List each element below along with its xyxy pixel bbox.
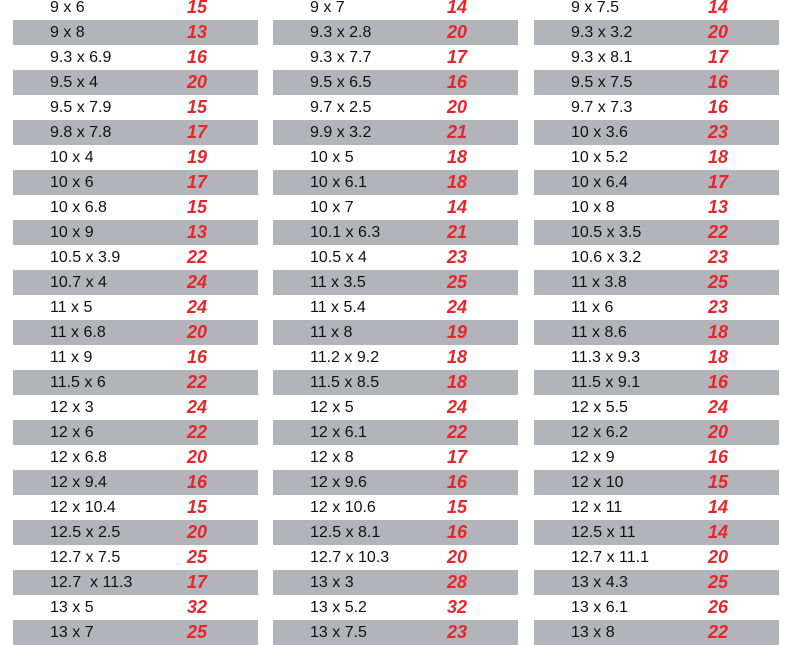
table-row <box>273 170 518 195</box>
size-label: 13 x 8 <box>571 624 615 641</box>
table-row <box>534 45 779 70</box>
size-label: 12.7 x 10.3 <box>310 549 390 566</box>
value-label: 14 <box>708 497 729 517</box>
size-label: 9.8 x 7.8 <box>50 124 112 141</box>
table-column-2 <box>273 0 518 645</box>
size-label: 12.5 x 8.1 <box>310 524 381 541</box>
value-label: 24 <box>447 397 468 417</box>
table-row <box>534 570 779 595</box>
table-row <box>534 395 779 420</box>
value-label: 20 <box>187 322 208 342</box>
size-label: 12 x 3 <box>50 399 94 416</box>
value-label: 13 <box>708 197 729 217</box>
value-label: 16 <box>708 372 729 392</box>
size-label: 12.5 x 2.5 <box>50 524 121 541</box>
value-label: 17 <box>708 172 729 192</box>
value-label: 23 <box>447 247 468 267</box>
size-label: 13 x 7.5 <box>310 624 367 641</box>
value-label: 20 <box>708 547 729 567</box>
size-label: 10 x 5.2 <box>571 149 628 166</box>
value-label: 23 <box>708 247 729 267</box>
value-label: 24 <box>187 272 208 292</box>
size-label: 10 x 5 <box>310 149 354 166</box>
size-label: 12 x 5 <box>310 399 354 416</box>
table-row <box>534 470 779 495</box>
size-label: 10 x 6.4 <box>571 174 628 191</box>
size-label: 9.5 x 6.5 <box>310 74 372 91</box>
size-label: 11.3 x 9.3 <box>571 349 641 366</box>
table-row <box>273 545 518 570</box>
size-label: 13 x 5 <box>50 599 94 616</box>
value-label: 32 <box>447 597 468 617</box>
size-label: 10 x 7 <box>310 199 354 216</box>
value-label: 18 <box>447 372 468 392</box>
size-label: 9.3 x 7.7 <box>310 49 372 66</box>
table-row <box>534 420 779 445</box>
table-row <box>534 495 779 520</box>
table-row <box>13 0 258 20</box>
table-row <box>273 595 518 620</box>
table-row <box>273 195 518 220</box>
value-label: 32 <box>187 597 208 617</box>
table-row <box>273 20 518 45</box>
size-label: 9 x 6 <box>50 0 85 16</box>
value-label: 26 <box>708 597 729 617</box>
value-label: 20 <box>447 547 468 567</box>
value-label: 16 <box>708 447 729 467</box>
size-label: 12 x 8 <box>310 449 354 466</box>
size-label: 9.5 x 7.5 <box>571 74 633 91</box>
table-row <box>13 245 258 270</box>
size-label: 9 x 7.5 <box>571 0 620 16</box>
size-label: 12 x 11 <box>571 499 623 516</box>
size-label: 10.5 x 3.9 <box>50 249 121 266</box>
size-label: 12.5 x 11 <box>571 524 636 541</box>
value-label: 14 <box>447 197 468 217</box>
table-row <box>534 245 779 270</box>
size-label: 12.7 x 11.3 <box>50 574 133 591</box>
size-label: 10.6 x 3.2 <box>571 249 642 266</box>
value-label: 14 <box>708 0 729 17</box>
size-label: 12 x 5.5 <box>571 399 628 416</box>
size-label: 10.7 x 4 <box>50 274 107 291</box>
size-label: 10 x 4 <box>50 149 94 166</box>
value-label: 25 <box>447 272 468 292</box>
size-label: 13 x 6.1 <box>571 599 628 616</box>
value-label: 28 <box>447 572 468 592</box>
size-label: 10 x 6.1 <box>310 174 367 191</box>
table-row <box>13 45 258 70</box>
size-label: 12 x 9 <box>571 449 615 466</box>
table-row <box>13 170 258 195</box>
size-label: 11.2 x 9.2 <box>310 349 380 366</box>
value-label: 18 <box>708 322 729 342</box>
table-row <box>273 420 518 445</box>
value-label: 23 <box>708 122 729 142</box>
table-row <box>13 595 258 620</box>
table-row <box>273 470 518 495</box>
size-label: 9.3 x 8.1 <box>571 49 633 66</box>
size-label: 12 x 6.1 <box>310 424 367 441</box>
table-row <box>534 270 779 295</box>
size-label: 12 x 10.4 <box>50 499 116 516</box>
size-label: 9.5 x 7.9 <box>50 99 112 116</box>
value-label: 25 <box>187 547 208 567</box>
table-row <box>273 445 518 470</box>
size-label: 10.1 x 6.3 <box>310 224 381 241</box>
size-label: 11 x 9 <box>50 349 93 366</box>
table-row <box>13 520 258 545</box>
table-row <box>534 320 779 345</box>
size-label: 9.9 x 3.2 <box>310 124 372 141</box>
size-label: 12 x 10.6 <box>310 499 376 516</box>
size-label: 10 x 8 <box>571 199 615 216</box>
table-row <box>534 620 779 645</box>
size-label: 11.5 x 6 <box>50 374 106 391</box>
table-row <box>273 295 518 320</box>
size-label: 9.5 x 4 <box>50 74 99 91</box>
value-label: 23 <box>708 297 729 317</box>
table-row <box>13 345 258 370</box>
value-label: 20 <box>708 422 729 442</box>
value-label: 15 <box>187 497 208 517</box>
size-label: 12 x 9.4 <box>50 474 107 491</box>
value-label: 19 <box>187 147 208 167</box>
value-label: 13 <box>187 22 208 42</box>
size-label: 10 x 9 <box>50 224 94 241</box>
value-label: 20 <box>708 22 729 42</box>
table-row <box>273 0 518 20</box>
value-label: 22 <box>708 622 729 642</box>
table-row <box>13 420 258 445</box>
size-label: 11 x 8 <box>310 324 353 341</box>
size-label: 11 x 6 <box>571 299 614 316</box>
value-label: 14 <box>708 522 729 542</box>
table-row <box>273 245 518 270</box>
value-label: 16 <box>447 522 468 542</box>
table-row <box>534 445 779 470</box>
value-label: 16 <box>187 347 208 367</box>
size-label: 13 x 3 <box>310 574 354 591</box>
value-label: 15 <box>447 497 468 517</box>
value-label: 16 <box>447 472 468 492</box>
size-label: 10.5 x 4 <box>310 249 367 266</box>
table-row <box>534 0 779 20</box>
value-label: 16 <box>187 472 208 492</box>
table-row <box>273 370 518 395</box>
table-column-3 <box>534 0 779 645</box>
size-label: 11.5 x 9.1 <box>571 374 641 391</box>
table-row <box>273 145 518 170</box>
table-row <box>273 220 518 245</box>
table-row <box>273 95 518 120</box>
table-row <box>13 445 258 470</box>
table-row <box>13 395 258 420</box>
table-row <box>13 145 258 170</box>
value-label: 17 <box>447 447 468 467</box>
value-label: 17 <box>708 47 729 67</box>
table-row <box>534 520 779 545</box>
table-row <box>534 220 779 245</box>
size-label: 10 x 6 <box>50 174 94 191</box>
value-label: 18 <box>708 347 729 367</box>
value-label: 17 <box>187 122 208 142</box>
size-label: 9.7 x 2.5 <box>310 99 372 116</box>
value-label: 25 <box>708 272 729 292</box>
table-row <box>534 370 779 395</box>
table-row <box>273 495 518 520</box>
size-label: 12.7 x 7.5 <box>50 549 121 566</box>
value-label: 24 <box>187 397 208 417</box>
size-label: 9.3 x 2.8 <box>310 24 372 41</box>
table-row <box>13 270 258 295</box>
table-row <box>273 70 518 95</box>
value-label: 14 <box>447 0 468 17</box>
value-label: 25 <box>187 622 208 642</box>
size-label: 9.3 x 3.2 <box>571 24 633 41</box>
size-label: 9 x 7 <box>310 0 345 16</box>
value-label: 24 <box>447 297 468 317</box>
value-label: 20 <box>447 22 468 42</box>
table-row <box>13 95 258 120</box>
size-label: 12 x 6.2 <box>571 424 628 441</box>
value-label: 16 <box>708 97 729 117</box>
value-label: 20 <box>187 72 208 92</box>
value-label: 13 <box>187 222 208 242</box>
size-label: 11.5 x 8.5 <box>310 374 380 391</box>
table-row <box>534 345 779 370</box>
value-label: 18 <box>447 147 468 167</box>
table-row <box>13 20 258 45</box>
value-label: 20 <box>187 522 208 542</box>
size-label: 12 x 6.8 <box>50 449 107 466</box>
table-row <box>13 220 258 245</box>
size-label: 13 x 7 <box>50 624 94 641</box>
table-row <box>273 520 518 545</box>
table-row <box>273 345 518 370</box>
value-label: 20 <box>187 447 208 467</box>
value-label: 22 <box>447 422 468 442</box>
size-label: 13 x 4.3 <box>571 574 628 591</box>
size-label: 9.7 x 7.3 <box>571 99 633 116</box>
size-label: 11 x 5.4 <box>310 299 366 316</box>
value-label: 15 <box>187 197 208 217</box>
table-row <box>13 195 258 220</box>
table-row <box>534 95 779 120</box>
value-label: 18 <box>447 172 468 192</box>
size-label: 11 x 6.8 <box>50 324 106 341</box>
value-label: 22 <box>187 372 208 392</box>
value-label: 20 <box>447 97 468 117</box>
table-row <box>534 70 779 95</box>
table-row <box>534 545 779 570</box>
size-label: 11 x 3.5 <box>310 274 366 291</box>
value-label: 16 <box>708 72 729 92</box>
table-row <box>534 20 779 45</box>
table-row <box>273 45 518 70</box>
size-label: 12 x 6 <box>50 424 94 441</box>
value-label: 17 <box>187 572 208 592</box>
table-row <box>534 145 779 170</box>
table-row <box>13 620 258 645</box>
table-row <box>534 120 779 145</box>
table-row <box>13 495 258 520</box>
value-label: 16 <box>187 47 208 67</box>
table-row <box>273 320 518 345</box>
table-row <box>273 570 518 595</box>
value-label: 24 <box>708 397 729 417</box>
size-label: 11 x 8.6 <box>571 324 627 341</box>
value-label: 21 <box>447 122 468 142</box>
table-row <box>13 295 258 320</box>
value-label: 21 <box>447 222 468 242</box>
size-label: 13 x 5.2 <box>310 599 367 616</box>
table-column-1 <box>13 0 258 645</box>
size-label: 9.3 x 6.9 <box>50 49 112 66</box>
table-row <box>273 620 518 645</box>
value-label: 23 <box>447 622 468 642</box>
value-label: 18 <box>447 347 468 367</box>
table-row <box>13 570 258 595</box>
value-label: 17 <box>447 47 468 67</box>
table-row <box>13 320 258 345</box>
table-row <box>534 195 779 220</box>
table-row <box>534 170 779 195</box>
size-label: 11 x 5 <box>50 299 93 316</box>
value-label: 15 <box>187 97 208 117</box>
table-row <box>273 270 518 295</box>
value-label: 22 <box>187 422 208 442</box>
value-label: 16 <box>447 72 468 92</box>
table-row <box>13 470 258 495</box>
size-label: 12.7 x 11.1 <box>571 549 649 566</box>
size-label: 10.5 x 3.5 <box>571 224 642 241</box>
table-row <box>13 370 258 395</box>
table-row <box>13 545 258 570</box>
size-label: 12 x 9.6 <box>310 474 367 491</box>
value-label: 18 <box>708 147 729 167</box>
value-label: 15 <box>708 472 729 492</box>
value-label: 22 <box>708 222 729 242</box>
size-label: 11 x 3.8 <box>571 274 627 291</box>
value-label: 19 <box>447 322 468 342</box>
value-label: 25 <box>708 572 729 592</box>
size-label: 10 x 6.8 <box>50 199 107 216</box>
table-row <box>273 120 518 145</box>
size-label: 10 x 3.6 <box>571 124 628 141</box>
table-row <box>534 295 779 320</box>
table-row <box>13 120 258 145</box>
value-label: 15 <box>187 0 208 17</box>
size-label: 12 x 10 <box>571 474 624 491</box>
table-row <box>534 595 779 620</box>
value-label: 17 <box>187 172 208 192</box>
table-row <box>13 70 258 95</box>
value-label: 22 <box>187 247 208 267</box>
size-label: 9 x 8 <box>50 24 85 41</box>
table-row <box>273 395 518 420</box>
value-label: 24 <box>187 297 208 317</box>
